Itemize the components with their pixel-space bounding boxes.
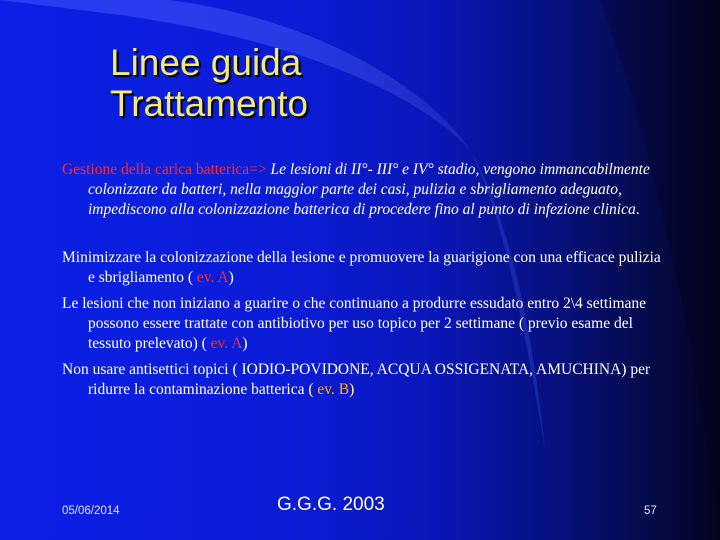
paragraph-topical-antibiotic	[62, 294, 662, 354]
title-line-2: Trattamento	[110, 83, 309, 124]
page-number: 57	[644, 505, 657, 517]
paragraph-italic-body: Le lesioni di II°- III° e IV° stadio, vengono immancabilmente colonizzate da batteri, nella maggior parte dei casi, pulizia e sbrigliamento adeguato, impediscono alla colonizzazione batterica di procedere fino al punto di infezione clinica	[88, 161, 650, 218]
paragraph-close: )	[349, 381, 355, 398]
paragraph-end: .	[635, 201, 640, 218]
paragraph-lead: Gestione della carica batterica=>	[62, 161, 267, 178]
paragraph-text: Le lesioni che non iniziano a guarire o che continuano a produrre essudato entro 2\4 settimane possono essere trattate con antibiotivo per uso topico per 2 settimane ( previo esame del tessuto prelevato) (	[62, 295, 647, 352]
footer-date: 05/06/2014	[62, 505, 120, 517]
footer-center-text: G.G.G. 2003	[277, 494, 385, 515]
paragraph-no-antiseptics	[62, 360, 662, 400]
paragraph-text: Minimizzare la colonizzazione della lesione e promuovere la guarigione con una efficace pulizia e sbrigliamento (	[62, 249, 661, 286]
evidence-level-label: ev. A	[196, 269, 229, 286]
slide-title	[110, 42, 308, 124]
paragraph-bacterial-load	[62, 160, 662, 220]
paragraph-text: Non usare antisettici topici ( IODIO-POVIDONE, ACQUA OSSIGENATA, AMUCHINA) per ridurre la contaminazione batterica (	[62, 361, 651, 398]
paragraph-close: )	[242, 335, 248, 352]
title-line-1: Linee guida	[110, 42, 302, 83]
evidence-level-label: ev. A	[210, 335, 243, 352]
evidence-level-label: ev. B	[317, 381, 350, 398]
slide-body	[62, 160, 662, 406]
paragraph-close: )	[228, 269, 234, 286]
paragraph-minimize-colonization	[62, 248, 662, 288]
